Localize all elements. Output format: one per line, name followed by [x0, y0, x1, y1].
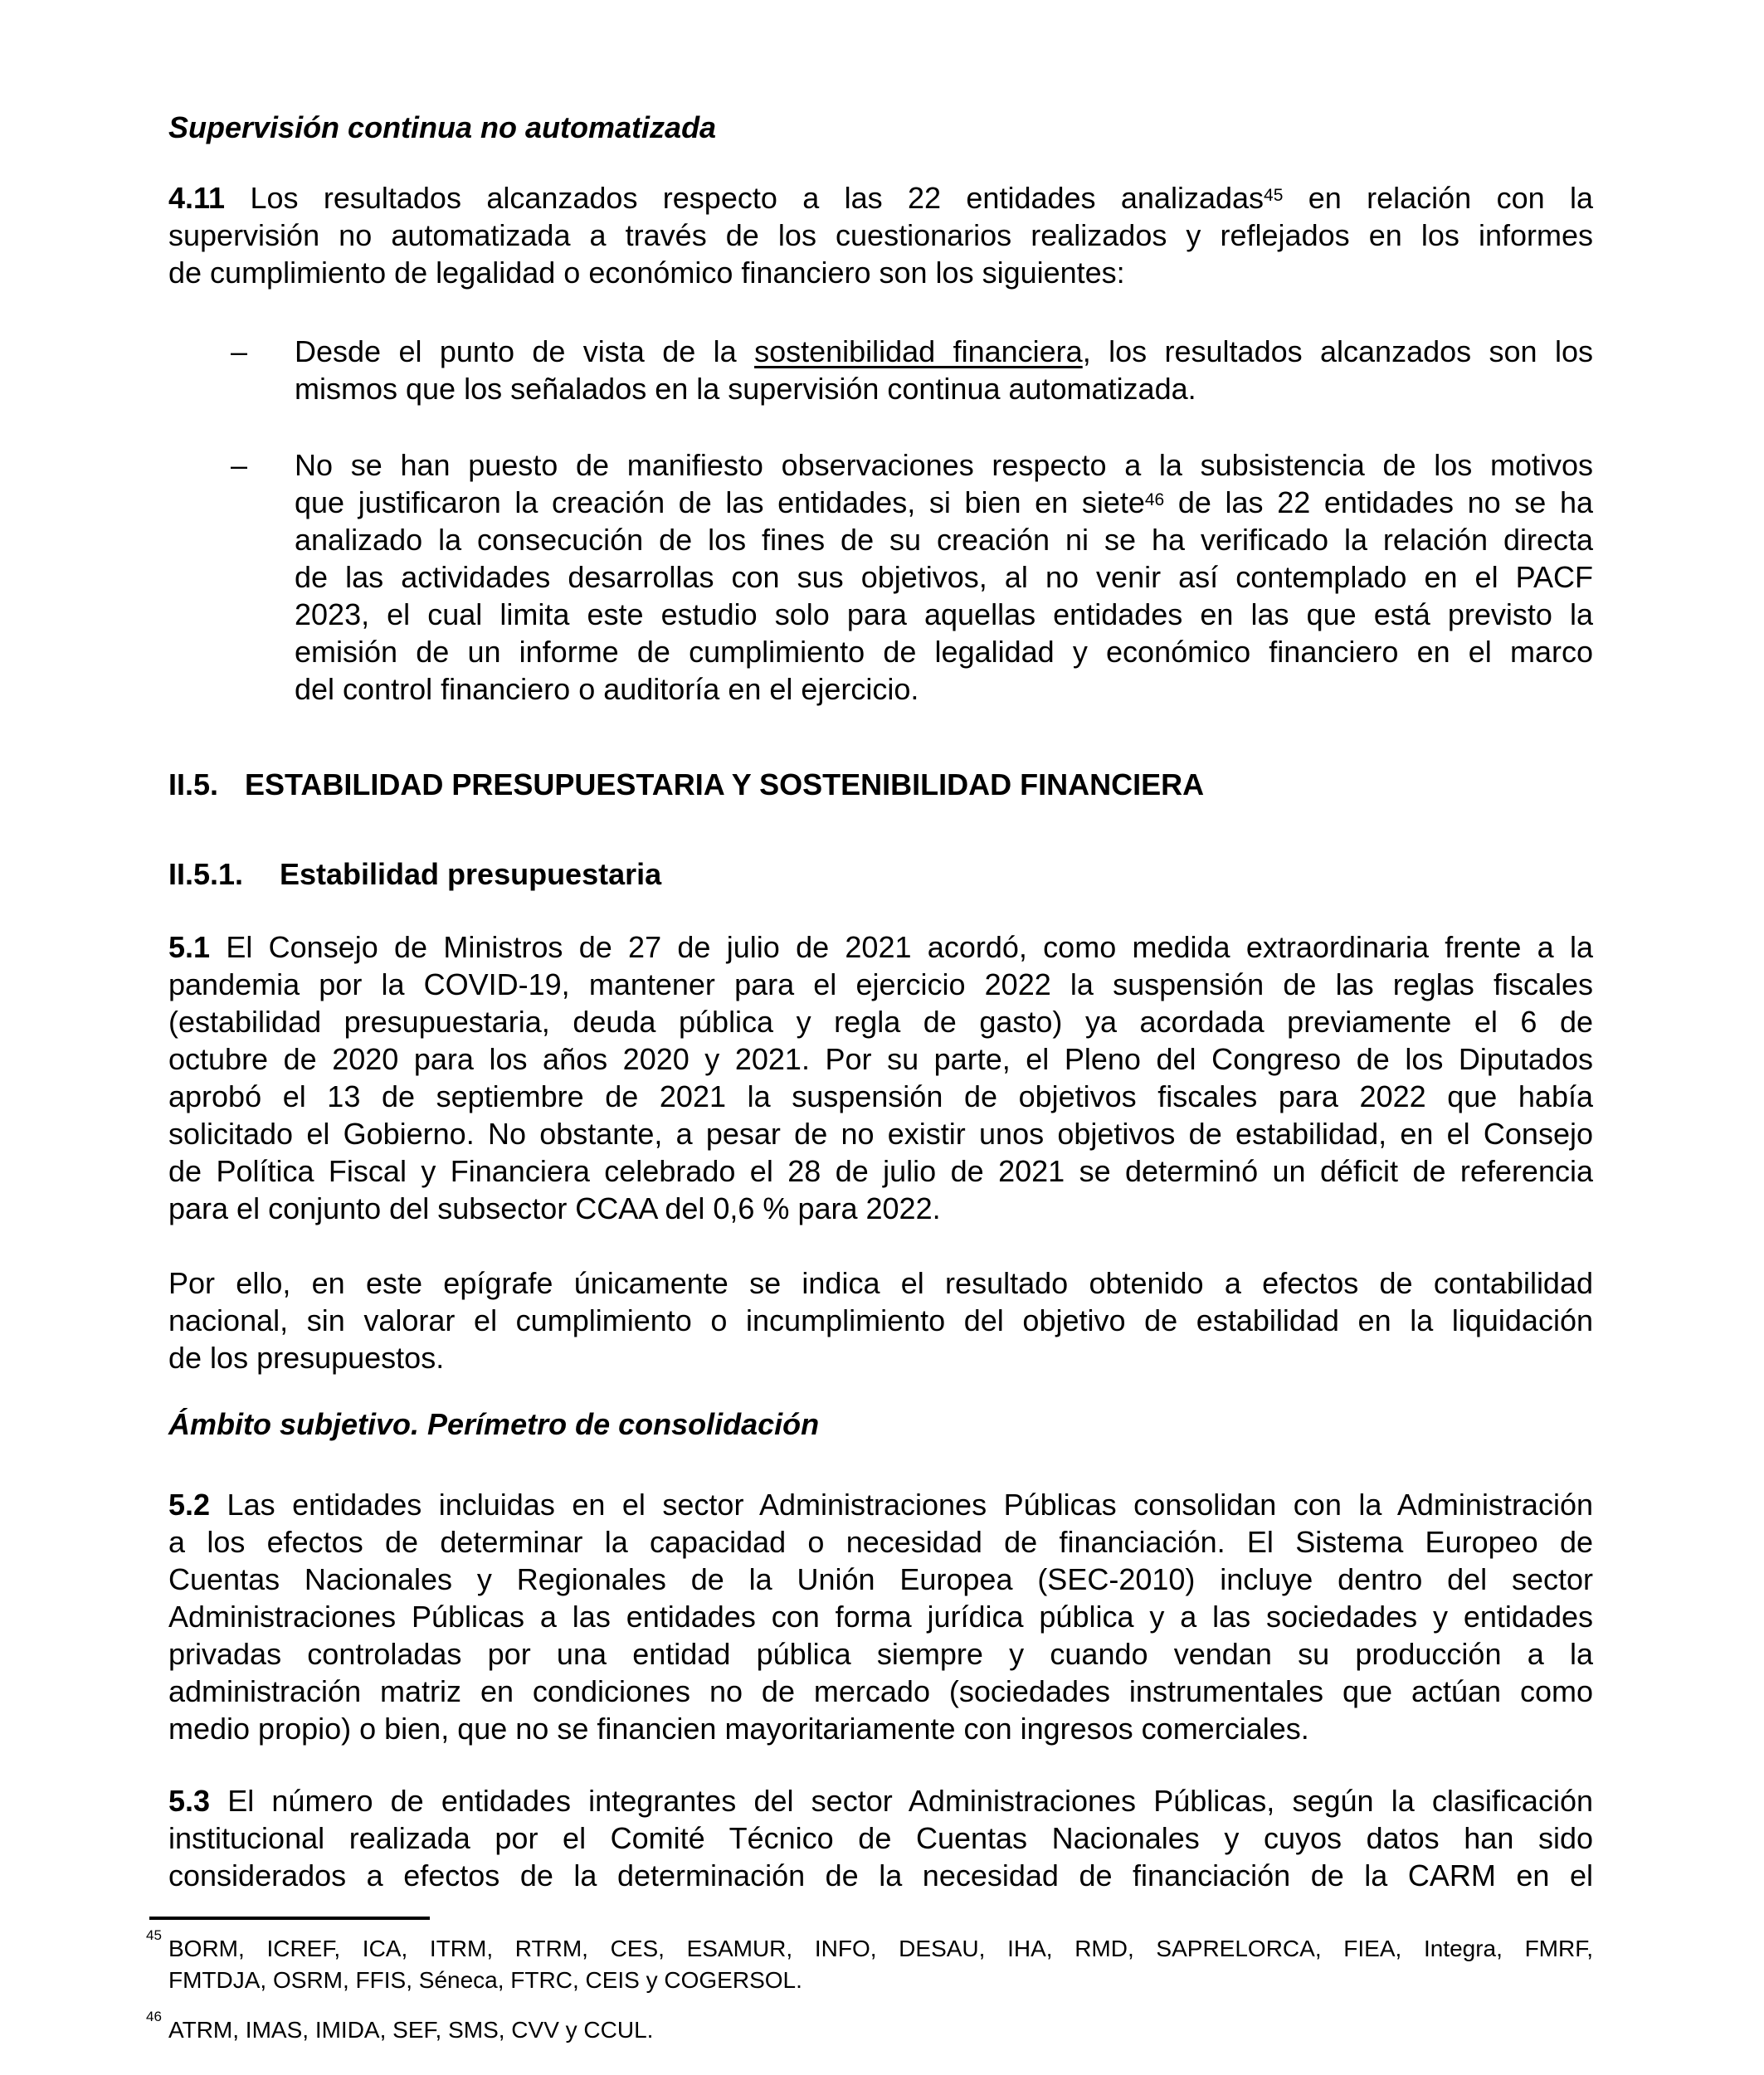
text-line: administración matriz en condiciones no de mercado (sociedades instrumentales que actúan como	[168, 1674, 1593, 1708]
text-line: No se han puesto de manifiesto observaciones respecto a la subsistencia de los motivos	[295, 448, 1593, 482]
text-line: BORM, ICREF, ICA, ITRM, RTRM, CES, ESAMUR, INFO, DESAU, IHA, RMD, SAPRELORCA, FIEA, Integra, FMRF,	[168, 1936, 1593, 1961]
text-line: ATRM, IMAS, IMIDA, SEF, SMS, CVV y CCUL.	[168, 2017, 654, 2043]
text-line: de los presupuestos.	[168, 1341, 445, 1375]
text-line: pandemia por la COVID-19, mantener para el ejercicio 2022 la suspensión de las reglas fiscales	[168, 967, 1593, 1001]
text-line: FMTDJA, OSRM, FFIS, Séneca, FTRC, CEIS y COGERSOL.	[168, 1967, 802, 1993]
text-line: Administraciones Públicas a las entidades con forma jurídica pública y a las sociedades y entidades	[168, 1600, 1593, 1634]
text-line: institucional realizada por el Comité Técnico de Cuentas Nacionales y cuyos datos han sido	[168, 1821, 1593, 1855]
section-heading-ii51	[168, 855, 1593, 893]
section-title: Estabilidad presupuestaria	[280, 857, 662, 891]
text-line: 5.3 El número de entidades integrantes del sector Administraciones Públicas, según la clasificación	[168, 1784, 1593, 1818]
paragraph-5-2	[168, 1486, 1593, 1747]
paragraph-4-11	[168, 179, 1593, 291]
text-line: supervisión no automatizada a través de los cuestionarios realizados y reflejados en los informes	[168, 218, 1593, 252]
paragraph-5-1	[168, 928, 1593, 1227]
text-line: 5.2 Las entidades incluidas en el sector Administraciones Públicas consolidan con la Administración	[168, 1488, 1593, 1522]
footnote-text	[168, 1933, 1593, 1996]
text-line: de Política Fiscal y Financiera celebrado el 28 de julio de 2021 se determinó un déficit de referencia	[168, 1154, 1593, 1188]
footnote-45: 45 BORM, ICREF, ICA, ITRM, RTRM, CES, ESAMUR, INFO, DESAU, IHA, RMD, SAPRELORCA, FIEA, Integra, FMRF, FMTDJA, OSRM, FFIS, Séneca, FTRC, CEIS y COGERSOL.	[168, 1933, 1593, 1996]
section-heading-ii5	[168, 766, 1593, 803]
text-line: para el conjunto del subsector CCAA del 0,6 % para 2022.	[168, 1191, 941, 1225]
text-line: 2023, el cual limita este estudio solo para aquellas entidades en las que está previsto la	[295, 597, 1593, 631]
text-line: Cuentas Nacionales y Regionales de la Unión Europea (SEC-2010) incluye dentro del sector	[168, 1562, 1593, 1596]
text-line: emisión de un informe de cumplimiento de legalidad y económico financiero en el marco	[295, 635, 1593, 669]
text-line: Desde el punto de vista de la sostenibilidad financiera, los resultados alcanzados son los	[295, 334, 1593, 368]
text-line: que justificaron la creación de las entidades, si bien en siete$^{46}$ de las 22 entidades no se ha	[295, 485, 1593, 519]
section-number: II.5.1.	[168, 857, 244, 891]
footnote-text	[168, 2014, 1593, 2046]
text-line: de las actividades desarrollas con sus objetivos, al no venir así contemplado en el PACF	[295, 560, 1593, 594]
subsection-heading-supervision-continua: Supervisión continua no automatizada	[168, 110, 717, 144]
text-line: 5.1 El Consejo de Ministros de 27 de julio de 2021 acordó, como medida extraordinaria frente a la	[168, 930, 1593, 964]
dash-bullet-icon: –	[231, 448, 248, 482]
bullet-item-sostenibilidad	[231, 333, 1593, 407]
text-line: analizado la consecución de los fines de su creación ni se ha verificado la relación directa	[295, 523, 1593, 557]
text-line: solicitado el Gobierno. No obstante, a pesar de no existir unos objetivos de estabilidad, en el Consejo	[168, 1117, 1593, 1151]
text-line: octubre de 2020 para los años 2020 y 2021. Por su parte, el Pleno del Congreso de los Diputados	[168, 1042, 1593, 1076]
footnote-separator	[149, 1917, 430, 1920]
section-number: II.5.	[168, 767, 219, 801]
text-line: considerados a efectos de la determinación de la necesidad de financiación de la CARM en el	[168, 1858, 1593, 1892]
text-line: (estabilidad presupuestaria, deuda pública y regla de gasto) ya acordada previamente el 6 de	[168, 1005, 1593, 1039]
subsection-heading-ambito-subjetivo: Ámbito subjetivo. Perímetro de consolidación	[168, 1407, 820, 1441]
text-line: aprobó el 13 de septiembre de 2021 la suspensión de objetivos fiscales para 2022 que había	[168, 1079, 1593, 1113]
section-title: ESTABILIDAD PRESUPUESTARIA Y SOSTENIBILIDAD FINANCIERA	[245, 767, 1205, 801]
bullet-item-observaciones	[231, 446, 1593, 708]
text-line: medio propio) o bien, que no se financien mayoritariamente con ingresos comerciales.	[168, 1712, 1309, 1746]
footnote-46: 46 ATRM, IMAS, IMIDA, SEF, SMS, CVV y CCUL.	[168, 2014, 1593, 2046]
text-line: mismos que los señalados en la supervisión continua automatizada.	[295, 372, 1196, 406]
paragraph-5-3	[168, 1782, 1593, 1894]
text-line: privadas controladas por una entidad pública siempre y cuando vendan su producción a la	[168, 1637, 1593, 1671]
dash-bullet-icon: –	[231, 334, 248, 368]
text-line: 4.11 Los resultados alcanzados respecto a las 22 entidades analizadas$^{45}$ en relación con la	[168, 181, 1593, 215]
text-line: del control financiero o auditoría en el ejercicio.	[295, 672, 919, 706]
bullet-text	[295, 446, 1593, 708]
text-line: a los efectos de determinar la capacidad o necesidad de financiación. El Sistema Europeo de	[168, 1525, 1593, 1559]
text-line: nacional, sin valorar el cumplimiento o incumplimiento del objetivo de estabilidad en la liquidación	[168, 1303, 1593, 1337]
paragraph-por-ello	[168, 1264, 1593, 1376]
text-line: Por ello, en este epígrafe únicamente se indica el resultado obtenido a efectos de contabilidad	[168, 1266, 1593, 1300]
text-line: de cumplimiento de legalidad o económico financiero son los siguientes:	[168, 256, 1125, 290]
bullet-text	[295, 333, 1593, 407]
